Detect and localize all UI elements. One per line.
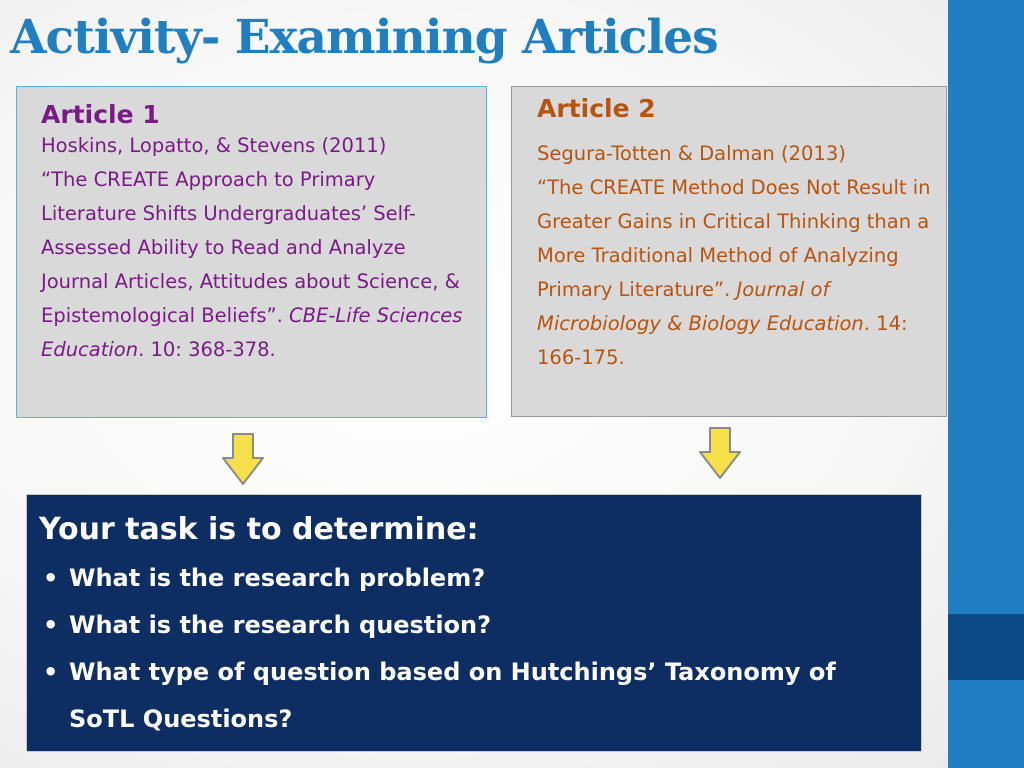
article-2-citation-text: Segura-Totten & Dalman (2013) “The CREATE Method Does Not Result in Greater Gains in Critical Thinking than a More Traditional Method of Analyzing Primary Literature”. bbox=[537, 142, 931, 301]
article-1-box bbox=[16, 86, 487, 418]
bullet-icon: • bbox=[43, 611, 59, 639]
task-item-text: What type of question based on Hutchings’ Taxonomy of SoTL Questions? bbox=[69, 658, 836, 733]
down-arrow-icon bbox=[698, 426, 742, 480]
task-item bbox=[39, 602, 907, 649]
task-list bbox=[39, 555, 907, 743]
article-2-volume-pages: . 14: 166-175. bbox=[537, 312, 908, 369]
task-item-text: What is the research problem? bbox=[69, 564, 486, 592]
task-box bbox=[26, 494, 922, 752]
article-1-citation bbox=[41, 129, 476, 367]
article-2-citation bbox=[537, 137, 942, 375]
article-1-journal: CBE-Life Sciences Education bbox=[41, 304, 463, 361]
article-2-heading: Article 2 bbox=[537, 94, 656, 123]
task-item bbox=[39, 555, 907, 602]
task-heading: Your task is to determine: bbox=[39, 512, 479, 547]
article-2-journal: Journal of Microbiology & Biology Education bbox=[537, 278, 864, 335]
slide-title: Activity- Examining Articles bbox=[10, 10, 718, 65]
down-arrow-icon bbox=[221, 432, 265, 486]
article-1-volume-pages: . 10: 368-378. bbox=[138, 338, 276, 361]
task-item bbox=[39, 649, 907, 743]
bullet-icon: • bbox=[43, 564, 59, 592]
bullet-icon: • bbox=[43, 658, 59, 686]
task-item-text: What is the research question? bbox=[69, 611, 492, 639]
article-1-citation-text: Hoskins, Lopatto, & Stevens (2011) “The CREATE Approach to Primary Literature Shifts Undergraduates’ Self-Assessed Ability to Read and Analyze Journal Articles, Attitudes about Science, & Epistemological Beliefs”. bbox=[41, 134, 460, 327]
side-accent-band bbox=[948, 614, 1024, 680]
article-1-heading: Article 1 bbox=[41, 100, 160, 129]
article-2-box bbox=[511, 86, 947, 417]
